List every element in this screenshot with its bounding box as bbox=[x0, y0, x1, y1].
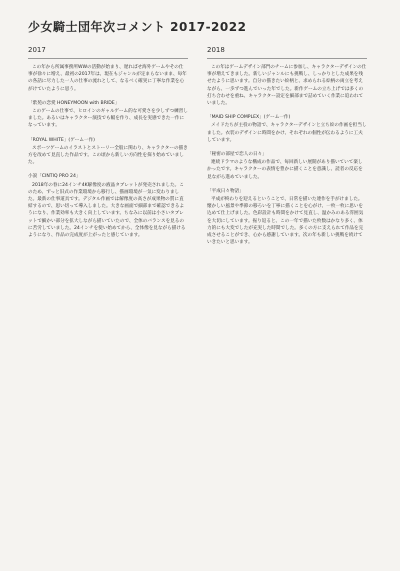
comment-block bbox=[207, 64, 367, 107]
comment-block bbox=[28, 173, 188, 239]
work-title: 「MAID SHIP COMPLEX」(ゲーム一作) bbox=[207, 115, 291, 121]
year-heading-2018: 2018 bbox=[207, 46, 225, 54]
work-title: 「秘密の部屋で恋人の日々」 bbox=[207, 152, 267, 158]
page-title: 少女騎士団年次コメント 2017-2022 bbox=[28, 20, 247, 34]
comment-block bbox=[28, 64, 188, 93]
comment-text: このゲームの仕事で、ヒロインのギャルゲーム的な可愛さを少しずつ練習しました。あるいはキャラクター演技でも幅を作り、成長を実感できた一作になっています。 bbox=[28, 109, 188, 129]
comment-block bbox=[28, 100, 188, 130]
comment-text: 平成が終わりを迎えるということで、日常を描いた連作を手がけました。懐かしい風景や季節の移ろいを丁寧に描くことを心がけ、一枚一枚に思いを込めて仕上げました。色彩設計も時間をかけて見直し、温かみのある雰囲気を大切にしています。振り返ると、この一年で描いた枚数はかなり多く、体力的にも大変でしたが充実した時間でした。多くの方に支えられて作品を完成させることができ、心から感謝しています。次の年も新しい挑戦を続けていきたいと思います。 bbox=[207, 197, 364, 246]
comment-block bbox=[28, 137, 188, 167]
comment-block bbox=[207, 151, 367, 181]
right-column bbox=[207, 46, 367, 253]
work-title: 「平成日々物語」 bbox=[207, 188, 244, 194]
comment-text: スポーツゲームのイラストとストーリー全般に関わり、キャラクターの描き方を改めて見直した作品です。この頃から新しい方向性を探り始めていました。 bbox=[28, 145, 188, 166]
comment-text: この年から所属事務所WWの活動が始まり、遅ればせ海外ゲームやその仕事が徐々に増え、最初の2017年は、現在もジャンルが定まらないまま、毎年の各話に尽力した一人の仕事の流れとして、なるべく確実に丁寧な作業を心がけていたように思う。 bbox=[28, 65, 187, 92]
work-title: 「紫苑の恋愛 HONEYMOON with BRIDE」 bbox=[28, 100, 120, 106]
left-column bbox=[28, 46, 188, 246]
comment-text: この年はゲームデザイン部門のチームに参加し、キャラクターデザインの仕事が増えてきました。新しいジャンルにも挑戦し、しっかりとした成果を残せたように思います。自分の描きたい絵柄と、求められる絵柄の両立を考えながら、一歩ずつ進んでいった年でした。新作ゲームの立ち上げでは多くの打ち合わせを重ね、キャラクター設定を細部まで詰めていく作業に追われていました。 bbox=[207, 65, 367, 107]
comment-block bbox=[207, 188, 367, 247]
year-divider bbox=[28, 58, 188, 59]
work-title: 「ROYAL WHITE」(ゲーム一作) bbox=[28, 137, 95, 143]
comment-text: 2018年の春に24インチ4K解像度の液晶タブレットが発売されました。このため、ずっと旧式の作業環境から移行し、描画環境が一気に変わりました。最新の仕事道具です。デジタル作画では解像度の高さが成果物の質に直結するので、思い切って導入しました。大きな画面で細部まで確認できるようになり、作業効率も大きく向上しています。ちなみに以前は小さいタブレットで細かい部分を拡大しながら描いていたので、全体のバランスを見るのに苦労していました。24インチを使い始めてから、全体像を見ながら描けるようになり、作品の完成度が上がったと感じています。 bbox=[28, 182, 186, 239]
work-title: 小説「CINTIQ PRO 24」 bbox=[28, 174, 81, 180]
comment-text: 連続ドラマのような構成の作品で、毎回新しい展開があり描いていて楽しかったです。キャラクターの表情を豊かに描くことを意識し、読者の反応を見ながら進めていました。 bbox=[207, 160, 363, 180]
year-divider bbox=[207, 58, 367, 59]
year-heading-2017: 2017 bbox=[28, 46, 46, 54]
comment-text: メイドたちが主役の物語で、キャラクターデザインと立ち絵の作画を担当しました。衣装のデザインに時間をかけ、それぞれの個性が伝わるように工夫しています。 bbox=[207, 123, 367, 143]
comment-block bbox=[207, 114, 367, 144]
